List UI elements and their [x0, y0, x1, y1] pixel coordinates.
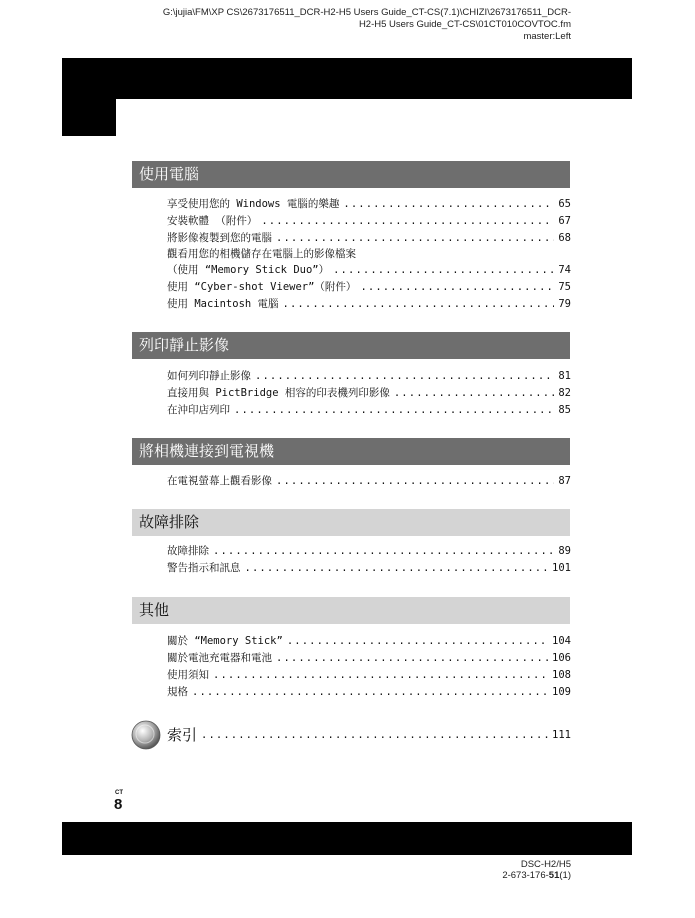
- toc-entry-text: 規格: [167, 686, 188, 698]
- file-path-line-1: G:\jujia\FM\XP CS\2673176511_DCR-H2-H5 Users Guide_CT-CS(7.1)\CHIZI\2673176511_DCR-: [162, 7, 571, 18]
- toc-entry[interactable]: [167, 402, 571, 419]
- dot-leader: [360, 279, 554, 296]
- section-header-tv: 將相機連接到電視機: [132, 438, 570, 465]
- footer-code-suffix: (1): [559, 870, 571, 881]
- toc-entry[interactable]: [167, 560, 571, 577]
- toc-entry[interactable]: [167, 385, 571, 402]
- toc-entry[interactable]: [167, 684, 571, 701]
- toc-page-number: 104: [552, 635, 571, 647]
- toc-page-number: 89: [558, 545, 571, 557]
- toc-entry[interactable]: [167, 213, 571, 230]
- dot-leader: [283, 296, 555, 313]
- toc-page-number: 108: [552, 669, 571, 681]
- toc-entry[interactable]: [167, 368, 571, 385]
- index-sphere-icon: [131, 720, 161, 750]
- dot-leader: [394, 385, 554, 402]
- section-header-computer: 使用電腦: [132, 161, 570, 188]
- toc-entry-text: 享受使用您的 Windows 電腦的樂趣: [167, 198, 340, 210]
- toc-page-number: 74: [558, 264, 571, 276]
- toc-list-printing: [167, 368, 571, 419]
- section-header-troubleshooting: 故障排除: [132, 509, 570, 536]
- toc-entry[interactable]: [167, 230, 571, 247]
- toc-entry[interactable]: [167, 296, 571, 313]
- toc-entry-text: 警告指示和訊息: [167, 562, 241, 574]
- toc-list-tv: [167, 473, 571, 490]
- file-path-header: [111, 7, 571, 43]
- dot-leader: [261, 213, 554, 230]
- file-path-line-2: H2-H5 Users Guide_CT-CS\01CT010COVTOC.fm: [358, 19, 571, 30]
- toc-page-number: 109: [552, 686, 571, 698]
- toc-entry-text: 在沖印店列印: [167, 404, 230, 416]
- toc-entry-text: 如何列印靜止影像: [167, 370, 251, 382]
- toc-entry[interactable]: [167, 262, 571, 279]
- master-page-label: master:Left: [523, 31, 571, 42]
- toc-page-number: 82: [558, 387, 571, 399]
- dot-leader: [192, 684, 548, 701]
- toc-entry[interactable]: [167, 279, 571, 296]
- bottom-black-bar: [62, 822, 632, 855]
- dot-leader: [333, 262, 554, 279]
- toc-entry-text: 直接用與 PictBridge 相容的印表機列印影像: [167, 387, 390, 399]
- toc-entry-text: 在電視螢幕上觀看影像: [167, 475, 272, 487]
- footer-code: [502, 870, 571, 881]
- toc-entry[interactable]: [167, 633, 571, 650]
- toc-list-others: [167, 633, 571, 701]
- toc-page-number: 85: [558, 404, 571, 416]
- dot-leader: [287, 633, 548, 650]
- dot-leader: [234, 402, 554, 419]
- toc-list-troubleshooting: [167, 543, 571, 577]
- toc-list-computer: [167, 196, 571, 313]
- toc-entry-text: 使用 Macintosh 電腦: [167, 298, 279, 310]
- section-header-others: 其他: [132, 597, 570, 624]
- footer-code-prefix: 2-673-176-: [502, 870, 549, 881]
- toc-page-number: 106: [552, 652, 571, 664]
- toc-entry[interactable]: [167, 650, 571, 667]
- toc-page-number: 65: [558, 198, 571, 210]
- dot-leader: [276, 230, 554, 247]
- toc-entry-text: 安裝軟體 （附件）: [167, 215, 258, 227]
- page-number: 8: [114, 796, 123, 813]
- section-header-printing: 列印靜止影像: [132, 332, 570, 359]
- toc-entry[interactable]: [167, 543, 571, 560]
- toc-entry-text: （使用 “Memory Stick Duo”）: [167, 264, 330, 276]
- toc-page-number: 81: [558, 370, 571, 382]
- toc-entry[interactable]: [167, 667, 571, 684]
- toc-page-number: 79: [558, 298, 571, 310]
- footer-model: DSC-H2/H5: [520, 859, 571, 870]
- dot-leader: [245, 560, 549, 577]
- toc-entry-text: 關於電池充電器和電池: [167, 652, 272, 664]
- toc-page-number: 87: [558, 475, 571, 487]
- dot-leader: [255, 368, 554, 385]
- toc-page-number: 67: [558, 215, 571, 227]
- dot-leader: [276, 473, 554, 490]
- toc-entry-text: 將影像複製到您的電腦: [167, 232, 272, 244]
- dot-leader: [213, 543, 554, 560]
- footer: [502, 859, 571, 881]
- toc-page-number: 75: [558, 281, 571, 293]
- top-black-bar: [62, 58, 632, 99]
- toc-page-number: 101: [552, 562, 571, 574]
- toc-entry-text: 故障排除: [167, 545, 209, 557]
- dot-leader: [201, 724, 548, 746]
- toc-entry-text-line-1[interactable]: 觀看用您的相機儲存在電腦上的影像檔案: [167, 248, 356, 260]
- toc-page-number: 68: [558, 232, 571, 244]
- toc-entry[interactable]: [167, 473, 571, 490]
- dot-leader: [343, 196, 554, 213]
- page-language-code: CT: [115, 790, 123, 796]
- toc-entry-index[interactable]: [167, 724, 571, 746]
- toc-page-number: 111: [552, 729, 571, 741]
- toc-entry-text: 關於 “Memory Stick”: [167, 635, 283, 647]
- footer-code-bold: 51: [548, 870, 560, 881]
- toc-entry[interactable]: [167, 196, 571, 213]
- top-black-tab: [62, 99, 116, 136]
- toc-entry-text: 使用 “Cyber-shot Viewer”（附件）: [167, 281, 357, 293]
- toc-entry-text: 使用須知: [167, 669, 209, 681]
- dot-leader: [276, 650, 548, 667]
- dot-leader: [213, 667, 548, 684]
- index-label: 索引: [167, 726, 198, 744]
